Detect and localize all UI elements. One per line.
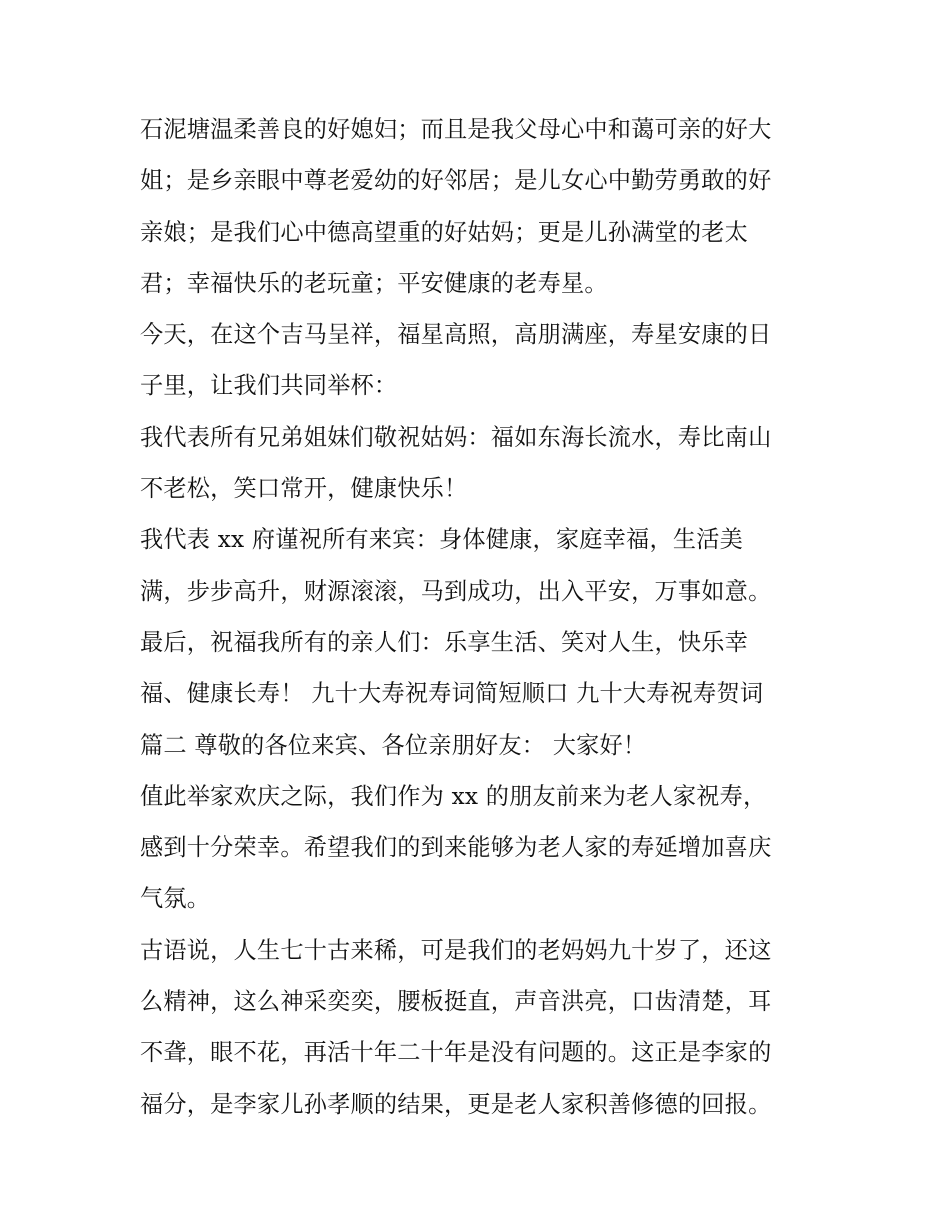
text-line: 不老松，笑口常开，健康快乐！ <box>140 475 468 503</box>
text-line: 满，步步高升，财源滚滚，马到成功，出入平安，万事如意。 <box>140 577 772 605</box>
text-line: 福、健康长寿！ 九十大寿祝寿词简短顺口 九十大寿祝寿贺词 <box>140 680 764 708</box>
text-line: 君；幸福快乐的老玩童；平安健康的老寿星。 <box>140 269 608 297</box>
text-line: 不聋，眼不花，再活十年二十年是没有问题的。这正是李家的 <box>140 1039 772 1067</box>
text-line: 最后，祝福我所有的亲人们：乐享生活、笑对人生，快乐幸 <box>140 628 749 656</box>
text-line: 姐；是乡亲眼中尊老爱幼的好邻居；是儿女心中勤劳勇敢的好 <box>140 167 772 195</box>
text-line: 我代表 xx 府谨祝所有来宾：身体健康，家庭幸福，生活美 <box>140 526 743 554</box>
text-line: 值此举家欢庆之际，我们作为 xx 的朋友前来为老人家祝寿， <box>140 782 767 810</box>
text-line: 么精神，这么神采奕奕，腰板挺直，声音洪亮，口齿清楚，耳 <box>140 988 772 1016</box>
text-line: 感到十分荣幸。希望我们的到来能够为老人家的寿延增加喜庆 <box>140 834 772 862</box>
text-line: 亲娘；是我们心中德高望重的好姑妈；更是儿孙满堂的老太 <box>140 218 749 246</box>
text-line: 今天，在这个吉马呈祥，福星高照，高朋满座，寿星安康的日 <box>140 321 772 349</box>
body-text <box>140 104 820 1130</box>
text-line: 古语说，人生七十古来稀，可是我们的老妈妈九十岁了，还这 <box>140 936 772 964</box>
text-line: 子里，让我们共同举杯： <box>140 372 398 400</box>
text-line: 气氛。 <box>140 885 211 913</box>
text-line: 我代表所有兄弟姐妹们敬祝姑妈：福如东海长流水，寿比南山 <box>140 423 772 451</box>
text-line: 篇二 尊敬的各位来宾、各位亲朋好友： 大家好！ <box>140 731 647 759</box>
text-line: 福分，是李家儿孙孝顺的结果，更是老人家积善修德的回报。 <box>140 1090 772 1118</box>
text-line: 石泥塘温柔善良的好媳妇；而且是我父母心中和蔼可亲的好大 <box>140 116 772 143</box>
